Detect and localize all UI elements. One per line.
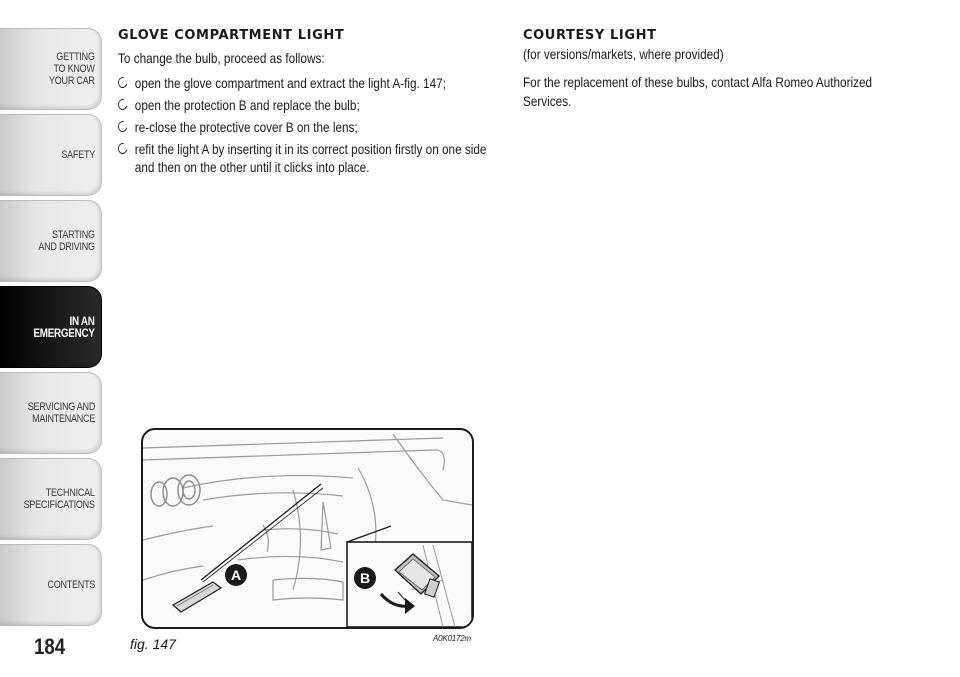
tab-label: GETTING TO KNOW YOUR CAR: [49, 51, 95, 87]
bullet-icon: [116, 141, 129, 156]
glove-compartment-section: [118, 28, 503, 180]
glove-compartment-illustration: [143, 430, 472, 627]
intro-text: To change the bulb, proceed as follows:: [118, 50, 325, 66]
section-heading: COURTESY LIGHT: [523, 28, 657, 43]
tab-safety[interactable]: [0, 114, 102, 196]
tab-label: CONTENTS: [47, 579, 95, 591]
label-b: B: [359, 570, 371, 586]
figure-147: [141, 428, 474, 629]
bullet-icon: [116, 119, 129, 134]
section-heading: GLOVE COMPARTMENT LIGHT: [118, 28, 345, 43]
tab-servicing-and-maintenance[interactable]: [0, 372, 102, 454]
list-item: [118, 96, 503, 114]
step-text: open the glove compartment and extract the light A-fig. 147;: [134, 75, 446, 91]
tab-label: SAFETY: [61, 149, 95, 161]
page-number: 184: [34, 634, 66, 659]
tab-contents[interactable]: [0, 544, 102, 626]
tab-label: IN AN EMERGENCY: [33, 314, 95, 340]
figure-caption: fig. 147: [130, 636, 176, 652]
body-text: For the replacement of these bulbs, contact Alfa Romeo Authorized Services.: [523, 74, 873, 109]
list-item: [118, 118, 503, 136]
tab-label: STARTING AND DRIVING: [38, 229, 95, 253]
tab-getting-to-know-your-car[interactable]: [0, 28, 102, 110]
tab-starting-and-driving[interactable]: [0, 200, 102, 282]
tab-in-an-emergency[interactable]: [0, 286, 102, 368]
step-text: re-close the protective cover B on the lens;: [134, 119, 358, 135]
bullet-icon: [116, 75, 129, 90]
step-text: open the protection B and replace the bulb;: [134, 97, 360, 113]
tab-technical-specifications[interactable]: [0, 458, 102, 540]
list-item: [118, 74, 503, 92]
tab-label: TECHNICAL SPECIFICATIONS: [23, 487, 95, 511]
step-text: refit the light A by inserting it in its correct position firstly on one side and then on the other until it clicks into place.: [134, 141, 487, 175]
figure-code: A0K0172m: [433, 634, 471, 643]
label-a: A: [230, 567, 242, 583]
section-subtitle: (for versions/markets, where provided): [523, 46, 724, 62]
list-item: [118, 140, 503, 176]
section-body: [118, 49, 503, 176]
bullet-icon: [116, 97, 129, 112]
tab-label: SERVICING AND MAINTENANCE: [27, 401, 95, 425]
section-body: [523, 45, 923, 111]
courtesy-light-section: [523, 28, 923, 117]
step-list: [118, 74, 503, 176]
